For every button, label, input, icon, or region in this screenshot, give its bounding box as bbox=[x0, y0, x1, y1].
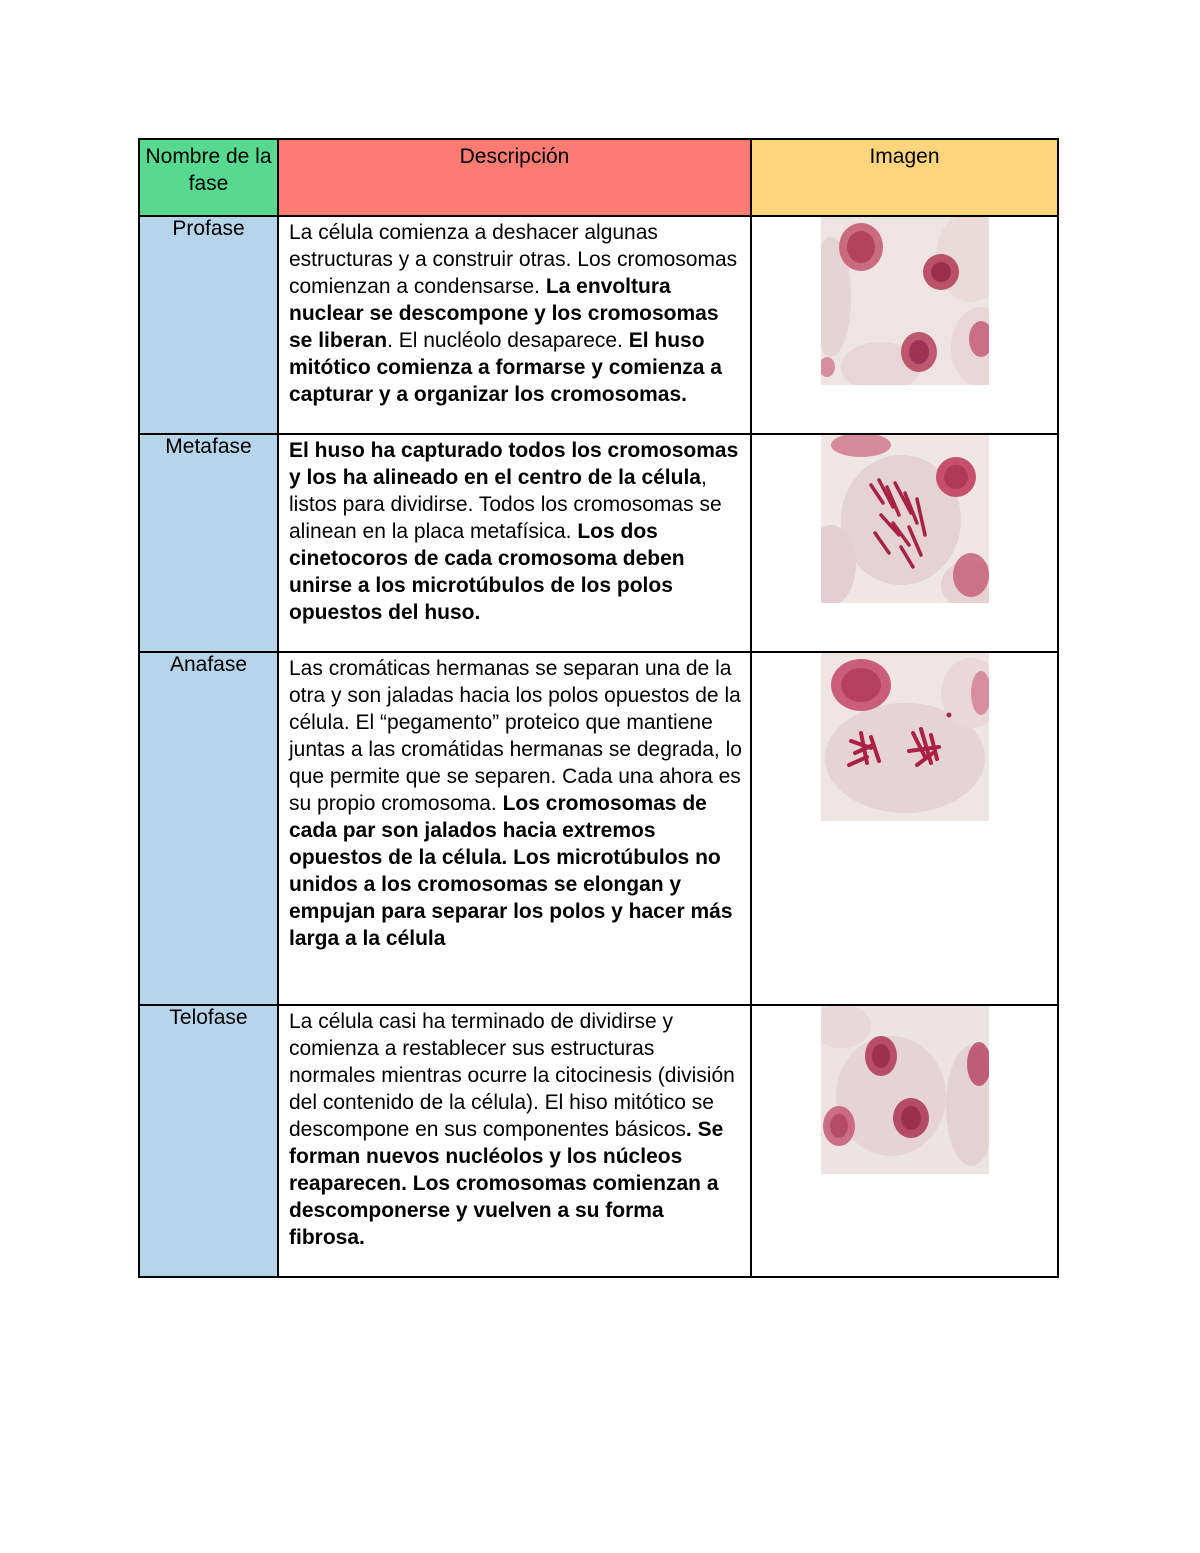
table-row bbox=[139, 216, 1058, 434]
anaphase-micrograph-icon bbox=[821, 653, 989, 821]
header-image: Imagen bbox=[751, 139, 1058, 216]
table-row bbox=[139, 652, 1058, 1005]
description-text: La célula casi ha terminado de dividirse y comienza a restablecer sus estructuras normales mientras ocurre la citocinesis (división del contenido de la célula). El hiso mitótico se descompone en sus componentes básicos bbox=[289, 1010, 735, 1141]
phase-name: Telofase bbox=[139, 1005, 278, 1277]
description-text: El huso ha capturado todos los cromosomas y los ha alineado en el centro de la célula bbox=[289, 439, 739, 489]
phase-description bbox=[278, 652, 751, 1005]
table-row bbox=[139, 1005, 1058, 1277]
table-row bbox=[139, 434, 1058, 652]
description-text: El huso mitótico comienza a formarse y comienza a capturar y a organizar los cromosomas. bbox=[289, 329, 722, 406]
phase-description bbox=[278, 1005, 751, 1277]
description-text: Las cromáticas hermanas se separan una de la otra y son jaladas hacia los polos opuestos de la célula. El “pegamento” proteico que mantiene juntas a las cromátidas hermanas se degrada, lo que permite que se separen. Cada una ahora es su propio cromosoma. bbox=[289, 657, 742, 815]
phase-image-cell bbox=[751, 652, 1058, 1005]
phase-name: Anafase bbox=[139, 652, 278, 1005]
description-text: Los cromosomas de cada par son jalados hacia extremos opuestos de la célula. Los microtúbulos no unidos a los cromosomas se elongan y empujan para separar los polos y hacer más larga a la célula bbox=[289, 792, 733, 950]
description-text: . El nucléolo desaparece. bbox=[387, 329, 629, 352]
header-description: Descripción bbox=[278, 139, 751, 216]
prophase-micrograph-icon bbox=[821, 217, 989, 385]
phase-image-cell bbox=[751, 434, 1058, 652]
description-text: Los dos cinetocoros de cada cromosoma deben unirse a los microtúbulos de los polos opuestos del huso. bbox=[289, 520, 685, 624]
description-text: , listos para dividirse. Todos los cromosomas se alinean en la placa metafísica. bbox=[289, 466, 722, 543]
mitosis-phases-table bbox=[138, 138, 1059, 1278]
header-row bbox=[139, 139, 1058, 216]
phase-image-cell bbox=[751, 216, 1058, 434]
metaphase-micrograph-icon bbox=[821, 435, 989, 603]
phase-name: Metafase bbox=[139, 434, 278, 652]
phase-image-cell bbox=[751, 1005, 1058, 1277]
description-text: . Se forman nuevos nucléolos y los núcleos reaparecen. Los cromosomas comienzan a descomponerse y vuelven a su forma fibrosa. bbox=[289, 1118, 724, 1249]
header-phase-name: Nombre de la fase bbox=[139, 139, 278, 216]
phase-description bbox=[278, 216, 751, 434]
phase-name: Profase bbox=[139, 216, 278, 434]
description-text: La envoltura nuclear se descompone y los cromosomas se liberan bbox=[289, 275, 719, 352]
phase-description bbox=[278, 434, 751, 652]
description-text: La célula comienza a deshacer algunas estructuras y a construir otras. Los cromosomas comienzan a condensarse. bbox=[289, 221, 738, 298]
telophase-micrograph-icon bbox=[821, 1006, 989, 1174]
